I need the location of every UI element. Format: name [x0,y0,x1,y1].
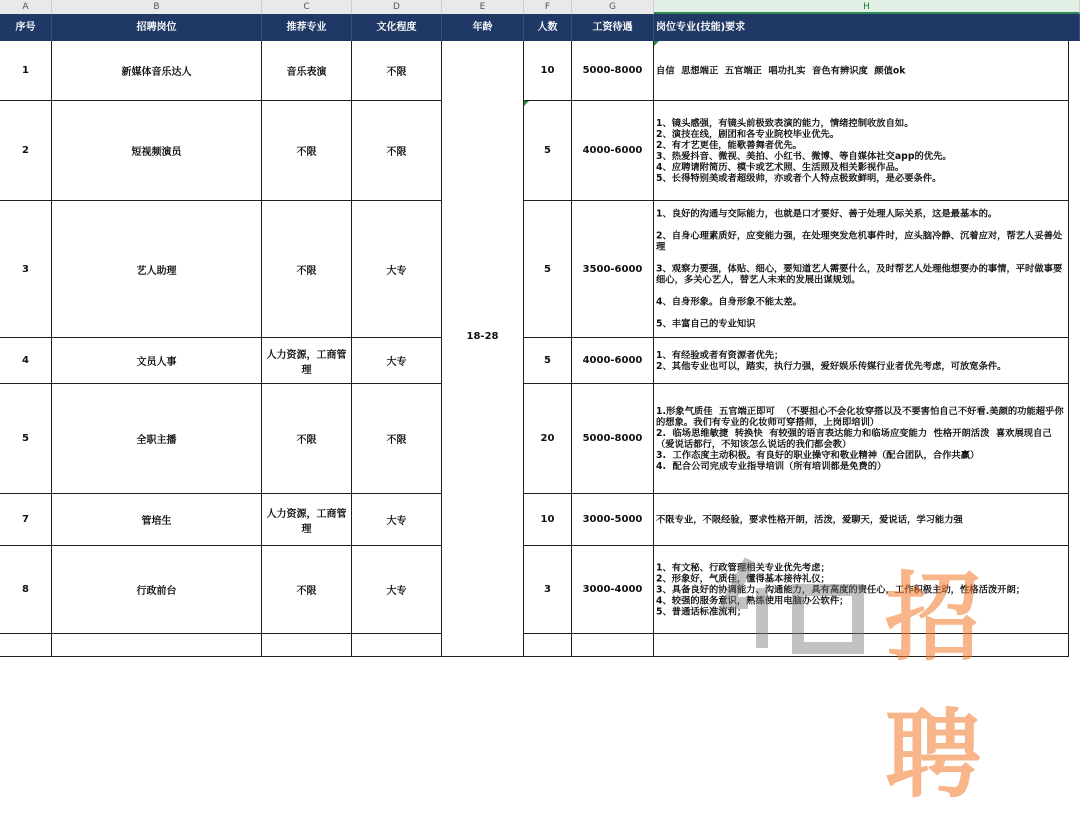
major-cell[interactable]: 不限 [262,101,352,201]
education-cell[interactable] [352,634,442,657]
requirement-line: 1、镜头感强，有镜头前极致表演的能力，情绪控制收放自如。 [656,117,914,129]
header-no[interactable]: 序号 [0,14,52,41]
requirement-line [656,286,1066,297]
requirement-line: 3、热爱抖音、微视、美拍、小红书、微博、等自媒体社交app的优先。 [656,150,952,162]
requirements-cell[interactable] [654,634,1069,657]
major-cell[interactable] [262,634,352,657]
requirement-line: 1、良好的沟通与交际能力，也就是口才要好、善于处理人际关系，这是最基本的。 [656,208,998,220]
requirements-cell[interactable] [654,494,1069,546]
requirement-line [656,308,1066,319]
count-cell[interactable]: 5 [524,201,572,338]
count-cell[interactable]: 10 [524,494,572,546]
requirement-line: 4、较强的服务意识，熟练使用电脑办公软件； [656,595,849,606]
count-cell[interactable] [524,634,572,657]
requirement-line [656,253,1066,264]
column-letter-b[interactable]: B [52,0,262,14]
position-cell[interactable]: 短视频演员 [52,101,262,201]
header-salary[interactable]: 工资待遇 [572,14,654,41]
requirement-line: 2. 临场思维敏捷 转换快 有较强的语言表达能力和临场应变能力 性格开朗活泼 喜欢展现自己 （爱说话都行，不知该怎么说话的我们都会教） [656,427,1059,450]
no-cell[interactable]: 2 [0,101,52,201]
count-cell[interactable]: 5 [524,338,572,384]
salary-cell[interactable]: 4000-6000 [572,338,654,384]
column-letter-a[interactable]: A [0,0,52,14]
major-cell[interactable]: 人力资源，工商管理 [262,338,352,384]
education-cell[interactable]: 不限 [352,101,442,201]
requirement-line: 5、长得特别美或者超级帅，亦或者个人特点极致鲜明，是必要条件。 [656,172,942,184]
requirements-cell[interactable] [654,41,1069,101]
requirement-line: 自信 思想端正 五官端正 唱功扎实 音色有辨识度 颜值ok [656,65,906,76]
requirement-line: 4、应聘请附简历、模卡或艺术照、生活照及相关影视作品。 [656,161,905,173]
no-cell[interactable]: 8 [0,546,52,634]
cell-selection-marker [654,41,1069,44]
position-cell[interactable]: 艺人助理 [52,201,262,338]
position-cell[interactable] [52,634,262,657]
education-cell[interactable]: 不限 [352,384,442,494]
column-letter-f[interactable]: F [524,0,572,14]
education-cell[interactable]: 大专 [352,201,442,338]
education-cell[interactable]: 不限 [352,41,442,101]
salary-cell[interactable]: 4000-6000 [572,101,654,201]
no-cell[interactable]: 5 [0,384,52,494]
age-merged-cell[interactable]: 18-28 [442,41,524,657]
column-letter-bar [0,0,1080,15]
position-cell[interactable]: 文员人事 [52,338,262,384]
salary-cell[interactable]: 3000-4000 [572,546,654,634]
requirement-line: 3、具备良好的协调能力、沟通能力，具有高度的责任心，工作积极主动，性格活泼开朗； [656,584,1026,595]
salary-cell[interactable] [572,634,654,657]
requirement-line: 4. 配合公司完成专业指导培训（所有培训都是免费的） [656,460,887,472]
no-cell[interactable]: 7 [0,494,52,546]
requirement-line: 2、演技在线，剧团和各专业院校毕业优先。 [656,128,840,140]
column-letter-h[interactable]: H [654,0,1080,14]
requirements-cell[interactable] [654,384,1069,494]
salary-cell[interactable]: 3500-6000 [572,201,654,338]
requirements-cell[interactable] [654,201,1069,338]
requirement-line: 2、形象好，气质佳，懂得基本接待礼仪； [656,573,830,584]
requirement-line: 1、有经验或者有资源者优先； [656,349,784,361]
requirement-line: 2、自身心理素质好，应变能力强，在处理突发危机事件时，应头脑冷静、沉着应对，帮艺人妥善处理 [656,230,1063,253]
requirements-cell[interactable] [654,546,1069,634]
salary-cell[interactable]: 3000-5000 [572,494,654,546]
education-cell[interactable]: 大专 [352,546,442,634]
column-letter-d[interactable]: D [352,0,442,14]
major-cell[interactable]: 不限 [262,201,352,338]
count-cell[interactable]: 20 [524,384,572,494]
header-education[interactable]: 文化程度 [352,14,442,41]
watermark-text: 招聘 [885,562,985,811]
requirement-line [656,220,1066,231]
column-letter-c[interactable]: C [262,0,352,14]
requirement-line: 5、丰富自己的专业知识 [656,318,756,330]
requirement-line: 5、普通话标准流利； [656,606,747,617]
major-cell[interactable]: 不限 [262,384,352,494]
table-header-row [0,14,1080,41]
no-cell[interactable] [0,634,52,657]
column-letter-g[interactable]: G [572,0,654,14]
no-cell[interactable]: 3 [0,201,52,338]
header-position[interactable]: 招聘岗位 [52,14,262,41]
no-cell[interactable]: 1 [0,41,52,101]
no-cell[interactable]: 4 [0,338,52,384]
education-cell[interactable]: 大专 [352,494,442,546]
requirement-line: 2、有才艺更佳，能歌善舞者优先。 [656,139,802,151]
major-cell[interactable]: 音乐表演 [262,41,352,101]
header-count[interactable]: 人数 [524,14,572,41]
requirements-cell[interactable] [654,101,1069,201]
education-cell[interactable]: 大专 [352,338,442,384]
requirement-line: 3、观察力要强，体贴、细心，要知道艺人需要什么，及时帮艺人处理他想要办的事情，平时做事要细心，多关心艺人，替艺人未来的发展出谋规划。 [656,263,1063,286]
count-cell[interactable]: 5 [524,101,572,201]
header-major[interactable]: 推荐专业 [262,14,352,41]
requirement-line: 1、有文秘、行政管理相关专业优先考虑； [656,562,830,573]
major-cell[interactable]: 人力资源，工商管理 [262,494,352,546]
requirement-line: 不限专业，不限经验，要求性格开朗，活泼，爱聊天，爱说话，学习能力强 [656,514,963,525]
requirement-line: 4、自身形象。自身形象不能太差。 [656,296,802,308]
column-letter-e[interactable]: E [442,0,524,14]
position-cell[interactable]: 新媒体音乐达人 [52,41,262,101]
header-age[interactable]: 年龄 [442,14,524,41]
requirement-line: 1.形象气质佳 五官端正即可 （不要担心不会化妆穿搭以及不要害怕自己不好看.美颜的功能超乎你的想象。我们有专业的化妆师可穿搭师，上岗即培训） [656,405,1064,428]
header-requirements[interactable]: 岗位专业(技能)要求 [654,14,1080,41]
count-cell[interactable]: 3 [524,546,572,634]
salary-cell[interactable]: 5000-8000 [572,384,654,494]
requirement-line: 2、其他专业也可以，踏实，执行力强，爱好娱乐传媒行业者优先考虑，可放宽条件。 [656,360,1007,372]
position-cell[interactable]: 全职主播 [52,384,262,494]
major-cell[interactable]: 不限 [262,546,352,634]
salary-cell[interactable]: 5000-8000 [572,41,654,101]
requirement-line: 3. 工作态度主动积极。有良好的职业操守和敬业精神（配合团队，合作共赢） [656,449,980,461]
cell-comment-indicator [524,101,529,106]
count-cell[interactable]: 10 [524,41,572,101]
requirements-cell[interactable] [654,338,1069,384]
position-cell[interactable]: 管培生 [52,494,262,546]
position-cell[interactable]: 行政前台 [52,546,262,634]
